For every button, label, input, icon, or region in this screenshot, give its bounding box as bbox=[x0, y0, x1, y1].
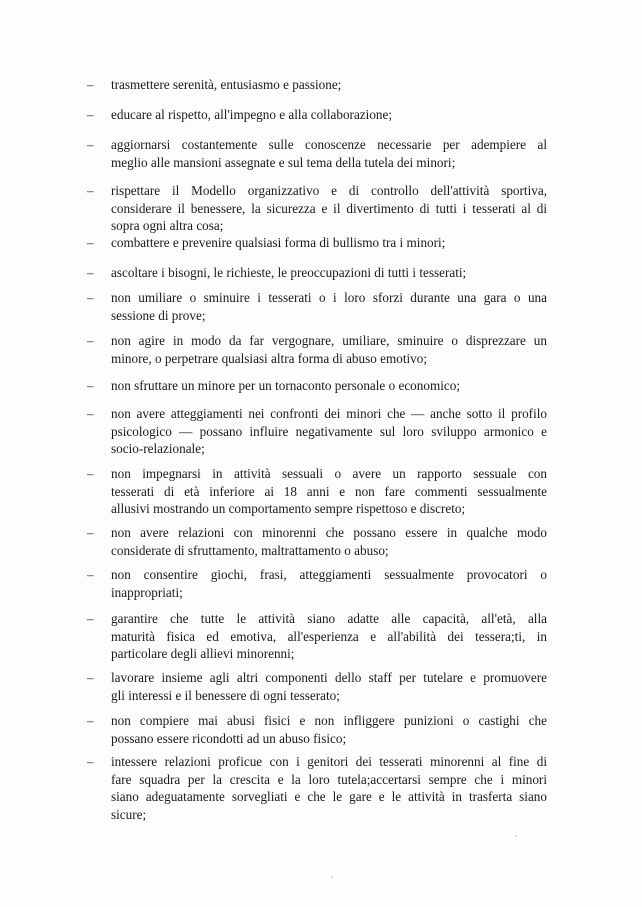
list-item-text bbox=[111, 753, 547, 823]
text-line: possano essere ricondotti ad un abuso fisico; bbox=[111, 730, 347, 746]
list-dash: – bbox=[87, 670, 94, 685]
list-dash: – bbox=[87, 754, 94, 769]
list-item bbox=[87, 264, 547, 282]
text-line: tesserati di età inferiore ai 18 anni e non fare commenti sessualmente bbox=[111, 483, 547, 499]
list-item bbox=[87, 76, 547, 94]
list-dash: – bbox=[87, 137, 94, 152]
list-item bbox=[87, 712, 547, 747]
text-line: intessere relazioni proficue con i genitori dei tesserati minorenni al fine di bbox=[111, 754, 547, 769]
text-line: maturità fisica ed emotiva, all'esperienza e all'abilità dei tessera;ti, in bbox=[111, 628, 547, 644]
list-item bbox=[87, 610, 547, 663]
list-item bbox=[87, 524, 547, 559]
list-item-text bbox=[111, 405, 547, 458]
text-line: rispettare il Modello organizzativo e di controllo dell'attività sportiva, bbox=[111, 183, 547, 198]
list-item bbox=[87, 136, 547, 171]
list-item bbox=[87, 669, 547, 704]
text-line: allusivi mostrando un comportamento sempre rispettoso e discreto; bbox=[111, 501, 466, 516]
scan-speck bbox=[515, 835, 517, 837]
text-line: garantire che tutte le attività siano adatte alle capacità, all'età, alla bbox=[111, 611, 547, 626]
list-dash: – bbox=[87, 567, 94, 582]
list-dash: – bbox=[87, 77, 94, 92]
text-line: minore, o perpetrare qualsiasi altra forma di abuso emotivo; bbox=[111, 350, 428, 366]
text-line: psicologico — possano influire negativamente sul loro sviluppo armonico e bbox=[111, 423, 547, 439]
list-dash: – bbox=[87, 265, 94, 280]
list-item-text bbox=[111, 332, 547, 367]
text-line: educare al rispetto, all'impegno e alla collaborazione; bbox=[111, 107, 393, 122]
list-item-text bbox=[111, 524, 547, 559]
text-line: particolare degli allievi minorenni; bbox=[111, 646, 295, 661]
text-line: inappropriati; bbox=[111, 584, 183, 600]
list-dash: – bbox=[87, 406, 94, 421]
text-line: sicure; bbox=[111, 806, 147, 822]
list-dash: – bbox=[87, 378, 94, 393]
text-line: sopra ogni altra cosa; bbox=[111, 218, 224, 233]
list-item bbox=[87, 106, 547, 124]
text-line: fare squadra per la crescita e la loro tutela;accertarsi sempre che i minori bbox=[111, 771, 547, 787]
text-line: non sfruttare un minore per un tornaconto personale o economico; bbox=[111, 378, 460, 393]
list-item bbox=[87, 234, 547, 252]
list-dash: – bbox=[87, 235, 94, 250]
text-line: trasmettere serenità, entusiasmo e passione; bbox=[111, 77, 342, 92]
list-item bbox=[87, 566, 547, 601]
text-line: non avere atteggiamenti nei confronti dei minori che — anche sotto il profilo bbox=[111, 406, 547, 421]
list-item bbox=[87, 753, 547, 823]
list-item-text bbox=[111, 182, 547, 235]
list-dash: – bbox=[87, 611, 94, 626]
text-line: socio-relazionale; bbox=[111, 441, 205, 456]
list-item bbox=[87, 465, 547, 518]
text-line: non umiliare o sminuire i tesserati o i loro sforzi durante una gara o una bbox=[111, 290, 547, 305]
text-line: non avere relazioni con minorenni che possano essere in qualche modo bbox=[111, 525, 547, 540]
list-item bbox=[87, 332, 547, 367]
list-dash: – bbox=[87, 466, 94, 481]
list-item bbox=[87, 405, 547, 458]
list-dash: – bbox=[87, 183, 94, 198]
text-line: sessione di prove; bbox=[111, 307, 206, 323]
text-line: non agire in modo da far vergognare, umiliare, sminuire o disprezzare un bbox=[111, 333, 547, 348]
text-line: gli interessi e il benessere di ogni tesserato; bbox=[111, 687, 340, 703]
scan-speck bbox=[331, 876, 333, 878]
list-item-text bbox=[111, 289, 547, 324]
list-dash: – bbox=[87, 525, 94, 540]
text-line: considerare il benessere, la sicurezza e il divertimento di tutti i tesserati al di bbox=[111, 200, 547, 216]
list-item-text bbox=[111, 669, 547, 704]
list-item-text bbox=[111, 712, 547, 747]
text-line: considerate di sfruttamento, maltrattamento o abuso; bbox=[111, 542, 389, 558]
text-line: ascoltare i bisogni, le richieste, le preoccupazioni di tutti i tesserati; bbox=[111, 265, 467, 280]
list-dash: – bbox=[87, 290, 94, 305]
text-line: lavorare insieme agli altri componenti dello staff per tutelare e promuovere bbox=[111, 670, 547, 685]
text-line: non compiere mai abusi fisici e non infliggere punizioni o castighi che bbox=[111, 713, 547, 728]
list-item-text bbox=[111, 377, 547, 395]
list-dash: – bbox=[87, 333, 94, 348]
list-item bbox=[87, 182, 547, 235]
text-line: siano adeguatamente sorvegliati e che le gare e le attività in trasferta siano bbox=[111, 789, 547, 804]
text-line: non impegnarsi in attività sessuali o avere un rapporto sessuale con bbox=[111, 466, 547, 481]
list-dash: – bbox=[87, 107, 94, 122]
text-line: meglio alle mansioni assegnate e sul tema della tutela dei minori; bbox=[111, 154, 456, 170]
list-item-text bbox=[111, 76, 547, 94]
list-item-text bbox=[111, 234, 547, 252]
list-item-text bbox=[111, 566, 547, 601]
text-line: non consentire giochi, frasi, atteggiamenti sessualmente provocatori o bbox=[111, 567, 547, 582]
list-item-text bbox=[111, 610, 547, 663]
list-item-text bbox=[111, 264, 547, 282]
text-line: aggiornarsi costantemente sulle conoscenze necessarie per adempiere al bbox=[111, 137, 547, 152]
list-item-text bbox=[111, 106, 547, 124]
list-item bbox=[87, 377, 547, 395]
list-item-text bbox=[111, 465, 547, 518]
text-line: combattere e prevenire qualsiasi forma di bullismo tra i minori; bbox=[111, 235, 446, 250]
list-item-text bbox=[111, 136, 547, 171]
list-item bbox=[87, 289, 547, 324]
list-dash: – bbox=[87, 713, 94, 728]
